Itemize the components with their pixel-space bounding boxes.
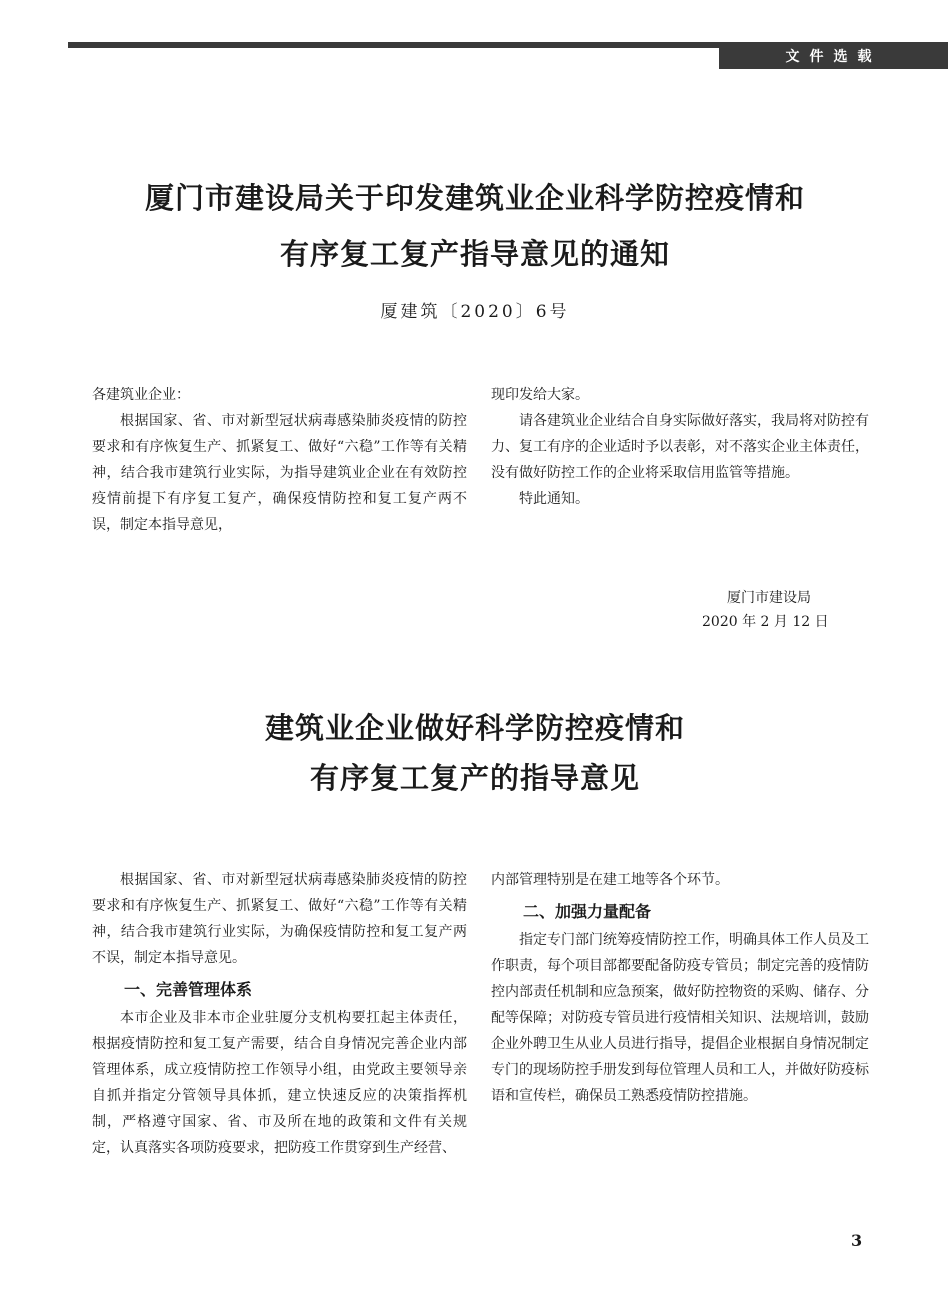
notice-left-column: [92, 382, 467, 538]
section2-heading: 二、加强力量配备: [523, 902, 652, 921]
section1-text-continued: 内部管理特别是在建工地等各个环节。: [491, 872, 729, 888]
issuer: 厦门市建设局: [727, 590, 811, 606]
notice-title-line1: 厦门市建设局关于印发建筑业企业科学防控疫情和: [144, 181, 805, 215]
notice-title: [60, 170, 890, 282]
notice-title-line2: 有序复工复产指导意见的通知: [279, 237, 670, 271]
guide-right-column: [491, 867, 869, 1109]
salutation: 各建筑业企业：: [92, 387, 190, 403]
issue-date: 2020 年 2 月 12 日: [702, 614, 829, 630]
notice-paragraph-1: 根据国家、省、市对新型冠状病毒感染肺炎疫情的防控要求和有序恢复生产、抓紧复工、做好“六稳”工作等有关精神，结合我市建筑行业实际，为指导建筑业企业在有效防控疫情前提下有序复工复产，确保疫情防控和复工复产两不误，制定本指导意见，: [92, 413, 467, 533]
page-number: 3: [851, 1231, 863, 1250]
section2-text: 指定专门部门统筹疫情防控工作，明确具体工作人员及工作职责，每个项目部都要配备防疫专管员；制定完善的疫情防控内部责任机制和应急预案，做好防控物资的采购、储存、分配等保障；对防疫专管员进行疫情相关知识、法规培训，鼓励企业外聘卫生从业人员进行指导，提倡企业根据自身情况制定专门的现场防控手册发到每位管理人员和工人，并做好防疫标语和宣传栏，确保员工熟悉疫情防控措施。: [491, 932, 869, 1104]
notice-paragraph-1-continued: 现印发给大家。: [491, 387, 589, 403]
section1-heading: 一、完善管理体系: [124, 980, 253, 999]
guide-title: [60, 703, 890, 803]
guide-title-line1: 建筑业企业做好科学防控疫情和: [264, 711, 685, 745]
notice-paragraph-2: 请各建筑业企业结合自身实际做好落实，我局将对防控有力、复工有序的企业适时予以表彰，对不落实企业主体责任，没有做好防控工作的企业将采取信用监管等措施。: [491, 413, 869, 481]
guide-intro: 根据国家、省、市对新型冠状病毒感染肺炎疫情的防控要求和有序恢复生产、抓紧复工、做好“六稳”工作等有关精神，结合我市建筑行业实际，为确保疫情防控和复工复产两不误，制定本指导意见。: [92, 872, 467, 966]
guide-title-line2: 有序复工复产的指导意见: [309, 761, 640, 795]
notice-right-column: [491, 382, 869, 512]
section-label: 文件选载: [719, 45, 948, 69]
section1-text: 本市企业及非本市企业驻厦分支机构要扛起主体责任，根据疫情防控和复工复产需要，结合自身情况完善企业内部管理体系，成立疫情防控工作领导小组，由党政主要领导亲自抓并指定分管领导具体抓，建立快速反应的决策指挥机制，严格遵守国家、省、市及所在地的政策和文件有关规定，认真落实各项防疫要求，把防疫工作贯穿到生产经营、: [92, 1010, 467, 1156]
doc-number: 厦建筑〔2020〕6号: [380, 302, 570, 322]
guide-left-column: [92, 867, 467, 1161]
closing-remark: 特此通知。: [519, 491, 589, 507]
